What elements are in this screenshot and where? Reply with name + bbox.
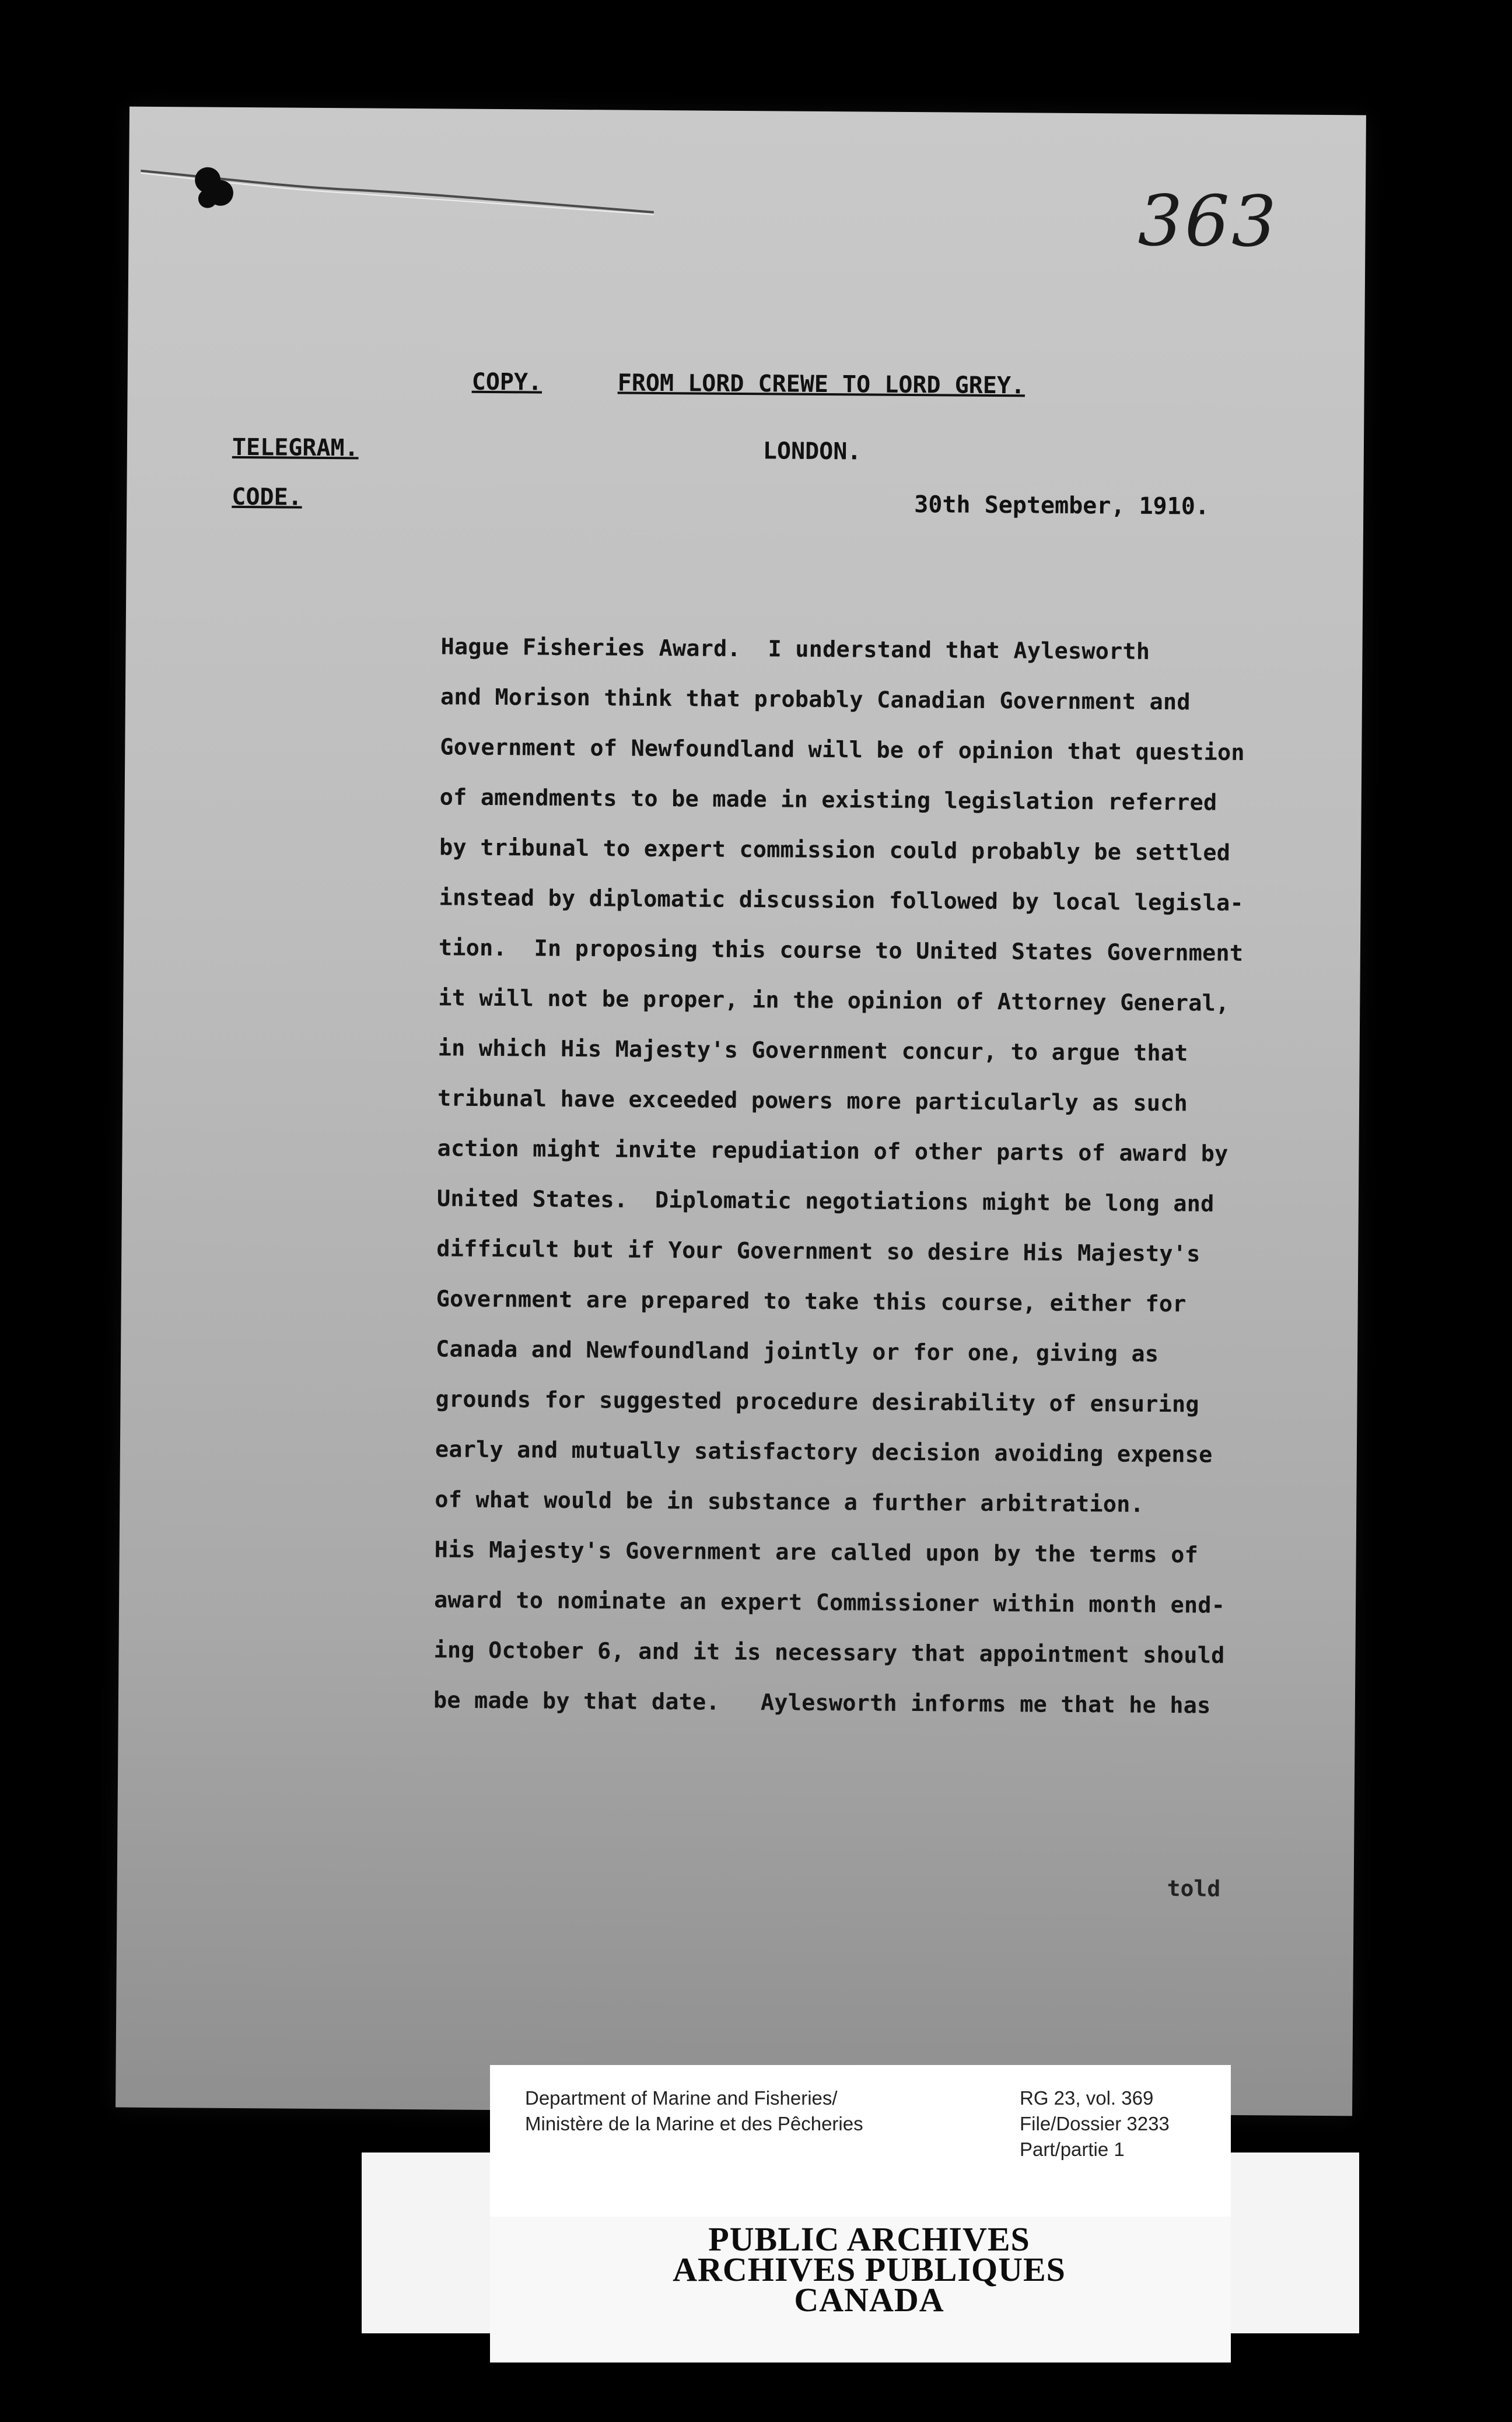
body-line: United States. Diplomatic negotiations might be long and [436, 1185, 1214, 1217]
page-number: 363 [1138, 180, 1279, 263]
body-line: instead by diplomatic discussion followed by local legisla- [439, 884, 1244, 917]
department-french: Ministère de la Marine et des Pêcheries [525, 2113, 863, 2134]
body-line: Canada and Newfoundland jointly or for one, giving as [435, 1336, 1159, 1368]
body-line: grounds for suggested procedure desirability of ensuring [435, 1386, 1199, 1418]
body-line: tribunal have exceeded powers more particularly as such [437, 1085, 1188, 1117]
body-line: early and mutually satisfactory decision avoiding expense [435, 1436, 1213, 1468]
body-line: tion. In proposing this course to United States Government [438, 935, 1244, 967]
body-line: of what would be in substance a further arbitration. [435, 1486, 1144, 1518]
body-line: be made by that date. Aylesworth informs me that he has [433, 1687, 1211, 1719]
code-label: CODE. [232, 483, 302, 511]
telegram-body [433, 622, 1351, 1732]
body-line: Hague Fisheries Award. I understand that Aylesworth [440, 634, 1150, 665]
label-mount-left [362, 2152, 496, 2333]
label-mount-right [1225, 2152, 1359, 2333]
body-line: award to nominate an expert Commissioner within month end- [433, 1587, 1226, 1619]
copy-label: COPY. [471, 368, 542, 396]
from-line: FROM LORD CREWE TO LORD GREY. [617, 369, 1026, 400]
department-english: Department of Marine and Fisheries/ [525, 2087, 838, 2109]
body-line: His Majesty's Government are called upon by the terms of [434, 1536, 1199, 1569]
body-line: difficult but if Your Government so desire His Majesty's [436, 1236, 1200, 1268]
archives-stamp-line: CANADA [794, 2281, 944, 2319]
record-group: RG 23, vol. 369 [1020, 2087, 1154, 2109]
telegram-label: TELEGRAM. [232, 433, 359, 462]
body-line: Government are prepared to take this course, either for [436, 1286, 1186, 1318]
body-line: it will not be proper, in the opinion of Attorney General, [438, 985, 1230, 1017]
paper-clip-icon [184, 156, 249, 221]
place-line: LONDON. [762, 438, 862, 466]
body-line: action might invite repudiation of other parts of award by [437, 1135, 1228, 1167]
body-line: by tribunal to expert commission could probably be settled [439, 834, 1231, 866]
body-line: of amendments to be made in existing legislation referred [439, 784, 1217, 816]
body-line: in which His Majesty's Government concur, to argue that [438, 1035, 1188, 1067]
date-line: 30th September, 1910. [914, 491, 1210, 520]
body-line: ing October 6, and it is necessary that appointment should [433, 1637, 1225, 1669]
archives-stamp-line: ARCHIVES PUBLIQUES [673, 2250, 1066, 2288]
continuation-word: told [1167, 1875, 1221, 1902]
archives-stamp-line: PUBLIC ARCHIVES [708, 2220, 1030, 2258]
body-line: and Morison think that probably Canadian Government and [440, 684, 1191, 716]
document-page [116, 107, 1366, 2116]
part-number: Part/partie 1 [1020, 2138, 1125, 2160]
body-line: Government of Newfoundland will be of opinion that question [440, 734, 1245, 766]
file-number: File/Dossier 3233 [1020, 2113, 1170, 2134]
